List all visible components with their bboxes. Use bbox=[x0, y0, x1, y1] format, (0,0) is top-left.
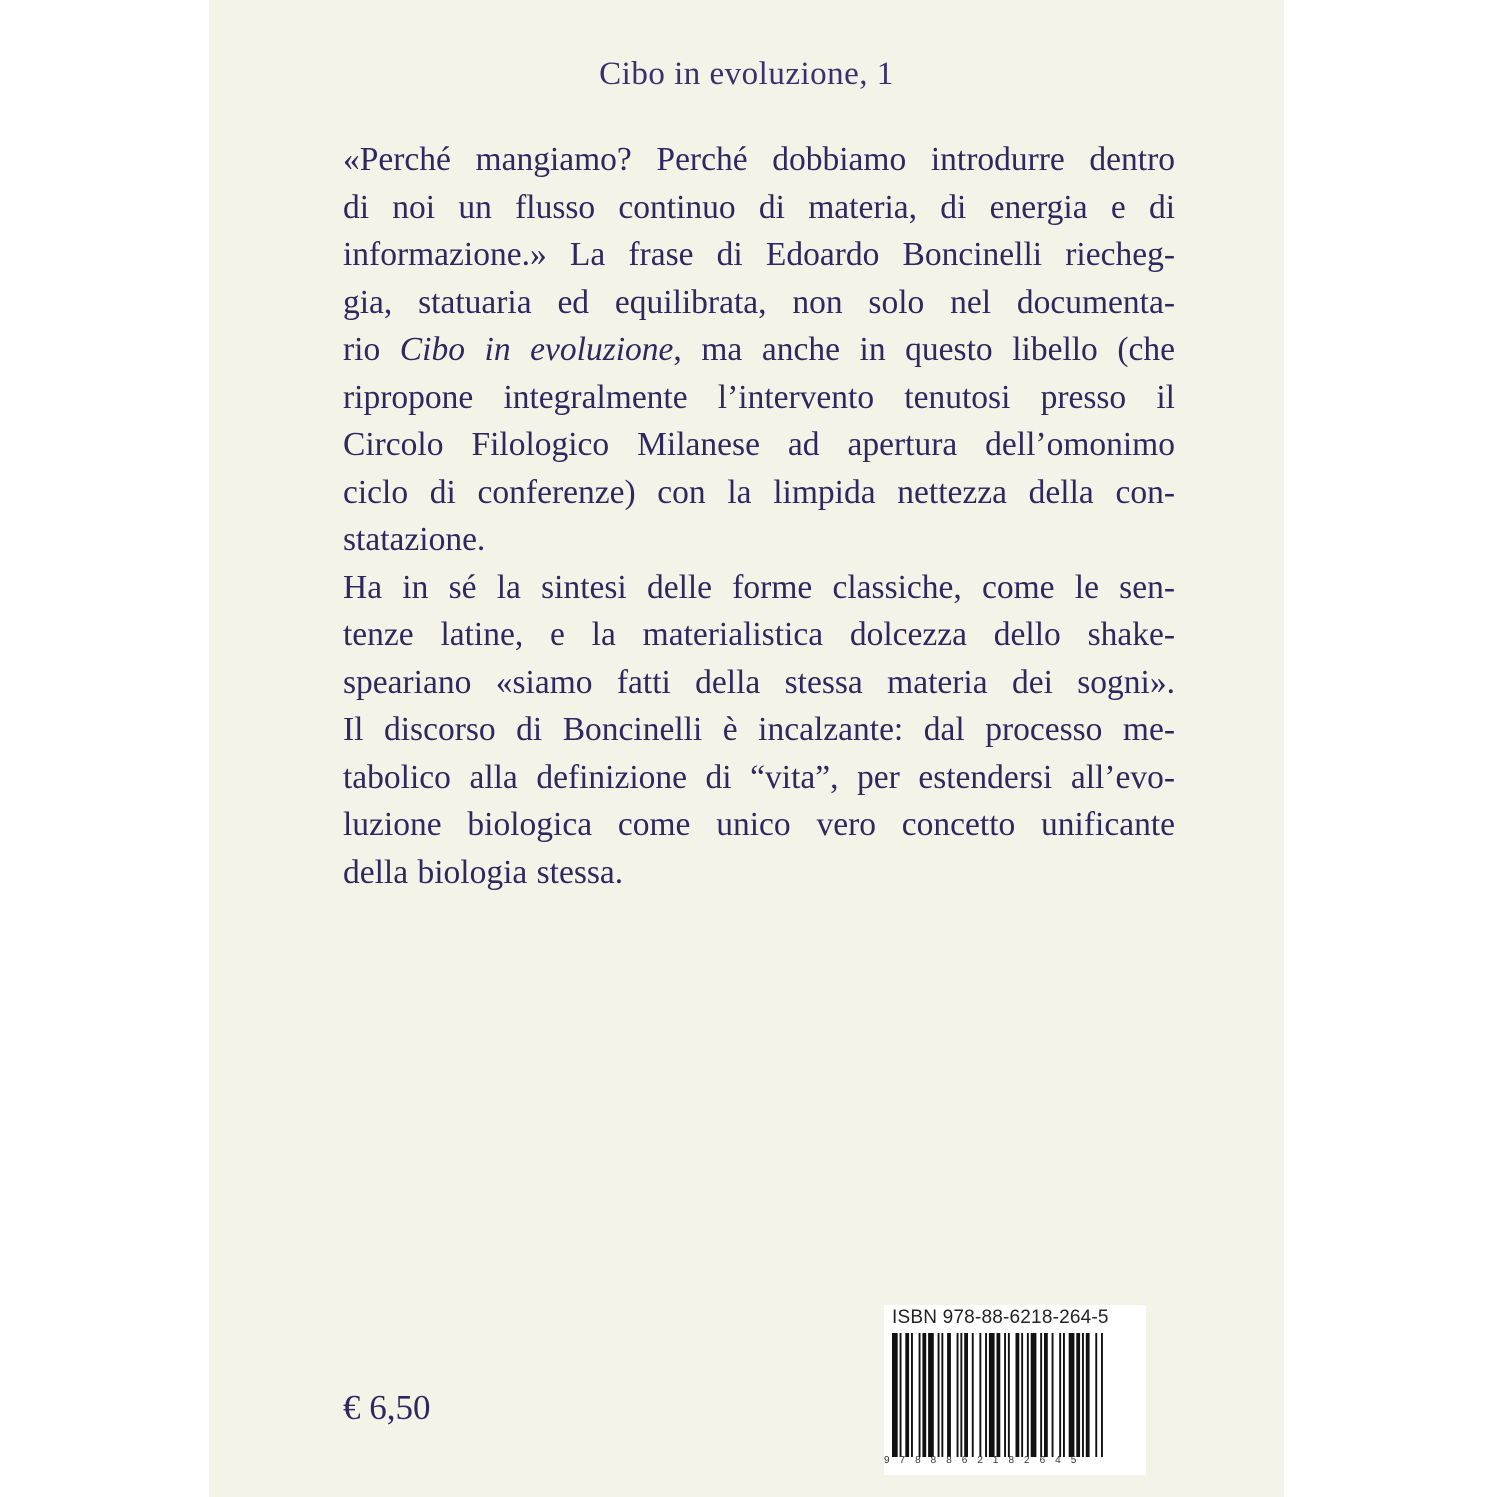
blurb-line: Il discorso di Boncinelli è incalzante: dal processo me- bbox=[343, 711, 1175, 748]
barcode-bar bbox=[1044, 1333, 1048, 1457]
barcode-bar bbox=[1021, 1333, 1023, 1457]
barcode-bar bbox=[922, 1333, 926, 1457]
blurb-line: «Perché mangiamo? Perché dobbiamo introdurre dentro bbox=[343, 141, 1175, 178]
price-label: € 6,50 bbox=[343, 1388, 431, 1427]
barcode-bar bbox=[1082, 1333, 1084, 1457]
blurb-line: ripropone integralmente l’intervento tenutosi presso il bbox=[343, 378, 1175, 416]
barcode-bar bbox=[938, 1333, 940, 1457]
barcode-bar bbox=[941, 1333, 943, 1457]
barcode-bar bbox=[892, 1333, 898, 1457]
barcode-bar bbox=[964, 1333, 968, 1457]
italic-title: Cibo in evoluzione bbox=[399, 331, 674, 368]
barcode-bar bbox=[989, 1333, 995, 1457]
blurb-line: Ha in sé la sintesi delle forme classiche, come le sen- bbox=[343, 568, 1175, 606]
barcode-bar bbox=[900, 1333, 902, 1457]
barcode-bar bbox=[957, 1333, 959, 1457]
barcode-bar bbox=[1027, 1333, 1029, 1457]
blurb-line: statazione. bbox=[343, 521, 486, 558]
blurb-line: tabolico alla definizione di “vita”, per estendersi all’evo- bbox=[343, 758, 1175, 796]
blurb-line: rio Cibo in evoluzione, ma anche in questo libello (che bbox=[343, 331, 1176, 368]
blurb-line: speariano «siamo fatti della stessa materia dei sogni». bbox=[343, 663, 1175, 701]
blurb-line: Circolo Filologico Milanese ad apertura dell’omonimo bbox=[343, 426, 1175, 463]
barcode-bar bbox=[1095, 1333, 1097, 1457]
isbn-barcode-block bbox=[884, 1305, 1146, 1475]
barcode-bar bbox=[979, 1333, 981, 1457]
barcode-bar bbox=[928, 1333, 934, 1457]
barcode-bar bbox=[1076, 1333, 1080, 1457]
barcode-bar bbox=[1016, 1333, 1020, 1457]
barcode-bar bbox=[947, 1333, 951, 1457]
barcode-bar bbox=[1008, 1333, 1010, 1457]
barcode-bar bbox=[1059, 1333, 1061, 1457]
barcode-bar bbox=[1052, 1333, 1054, 1457]
barcode-bar bbox=[985, 1333, 987, 1457]
barcode-bar bbox=[1101, 1333, 1103, 1457]
blurb-line: informazione.» La frase di Edoardo Boncinelli riecheg- bbox=[343, 236, 1175, 273]
barcode-bar bbox=[1069, 1333, 1075, 1457]
barcode-bar bbox=[919, 1333, 921, 1457]
barcode-bar bbox=[1086, 1333, 1090, 1457]
barcode-bar bbox=[1031, 1333, 1037, 1457]
blurb-line: gia, statuaria ed equilibrata, non solo nel documenta- bbox=[343, 283, 1175, 321]
blurb-line: di noi un flusso continuo di materia, di energia e di bbox=[343, 188, 1175, 226]
barcode-bar bbox=[972, 1333, 974, 1457]
barcode-icon bbox=[892, 1333, 1142, 1457]
barcode-bar bbox=[997, 1333, 1001, 1457]
book-back-cover bbox=[209, 0, 1284, 1497]
blurb-line: ciclo di conferenze) con la limpida nettezza della con- bbox=[343, 473, 1175, 511]
barcode-digits: 9788862182645 bbox=[884, 1455, 1087, 1466]
barcode-bar bbox=[1040, 1333, 1042, 1457]
isbn-label: ISBN 978-88-6218-264-5 bbox=[892, 1307, 1109, 1328]
blurb-text bbox=[343, 136, 1175, 896]
barcode-bar bbox=[960, 1333, 962, 1457]
barcode-bar bbox=[1004, 1333, 1006, 1457]
blurb-line: tenze latine, e la materialistica dolcezza dello shake- bbox=[343, 616, 1175, 653]
barcode-bar bbox=[1063, 1333, 1065, 1457]
series-title: Cibo in evoluzione, 1 bbox=[599, 56, 894, 92]
blurb-line: della biologia stessa. bbox=[343, 853, 624, 891]
barcode-bar bbox=[911, 1333, 913, 1457]
blurb-line: luzione biologica come unico vero concetto unificante bbox=[343, 806, 1175, 843]
barcode-bar bbox=[905, 1333, 909, 1457]
